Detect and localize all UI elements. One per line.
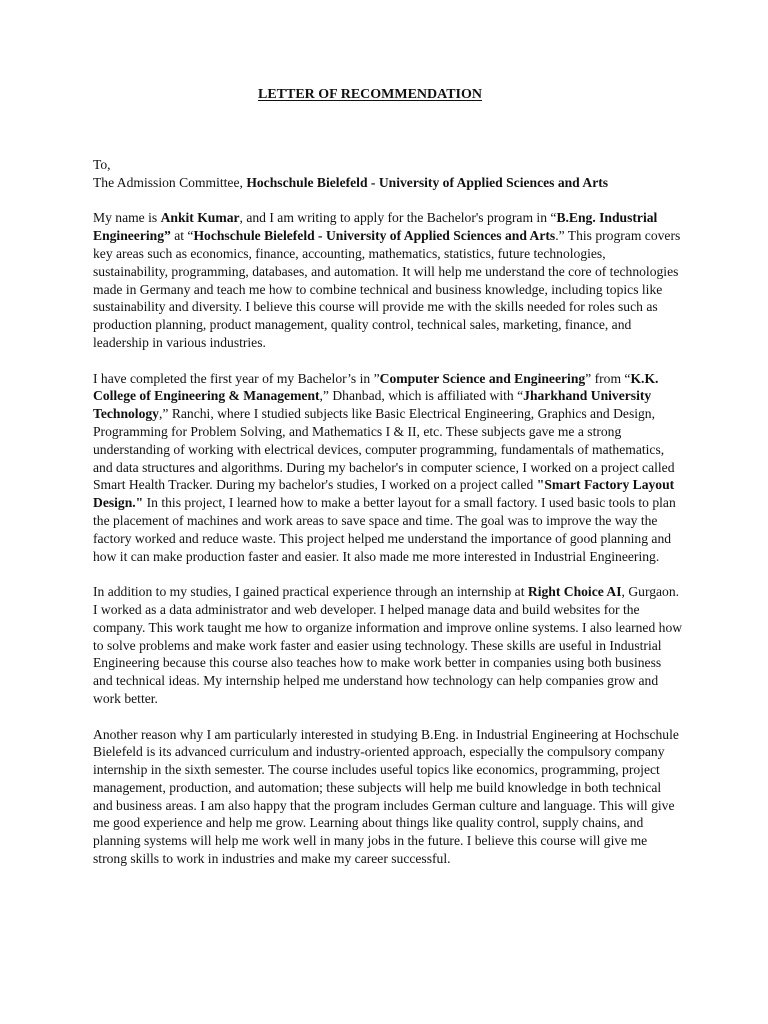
letter-body (93, 156, 683, 886)
affiliation-name: Jharkhand University Technology (93, 388, 652, 422)
text-run: In addition to my studies, I gained practical experience through an internship at (93, 584, 528, 600)
university-name: Hochschule Bielefeld - University of Applied Sciences and Arts (193, 228, 556, 244)
letter-title: LETTER OF RECOMMENDATION (257, 87, 482, 102)
text-run: My name is (93, 210, 161, 226)
text-run: ” from “ (585, 370, 631, 386)
salutation: To, (93, 157, 111, 172)
text-run: , Gurgaon. I worked as a data administrator and web developer. I helped manage data and build websites for the company. This work taught me how to organize information and improve online systems. I also learned how to solve problems and make work faster and easier using technology. These skills are useful in Industrial Engineering because this course also teaches how to make work better in companies using both business and technical ideas. My internship helped me understand how technology can help companies grow and work better. (93, 584, 683, 706)
text-run: at “ (170, 228, 194, 244)
paragraph-motivation: Another reason why I am particularly interested in studying B.Eng. in Industrial Engineering at Hochschule Bielefeld is its advanced curriculum and industry-oriented approach, especially the compulsory company internship in the sixth semester. The course includes useful topics like economics, programming, project management, production, and automation; these subjects will help me build knowledge in both technical and business areas. I am also happy that the program includes German culture and language. This will give me good experience and help me grow. Learning about things like quality control, supply chains, and planning systems will help me work well in many jobs in the future. I believe this course will give me strong skills to work in industries and make my career successful. (93, 726, 679, 867)
project-name: "Smart Factory Layout Design." (93, 477, 675, 511)
text-run: ,” Dhanbad, which is affiliated with “ (319, 388, 524, 404)
paragraph-internship (93, 583, 683, 708)
paragraph-education (93, 370, 683, 566)
text-run: I have completed the first year of my Bachelor’s in ” (93, 370, 380, 386)
text-run: , and I am writing to apply for the Bachelor's program in “ (239, 210, 557, 226)
degree-name: Computer Science and Engineering (379, 370, 586, 386)
recipient-prefix: The Admission Committee, (93, 174, 247, 190)
recipient-institution: Hochschule Bielefeld - University of Applied Sciences and Arts (246, 174, 609, 190)
paragraph-intro (93, 209, 683, 351)
company-name: Right Choice AI (527, 584, 622, 600)
text-run: .” This program covers key areas such as economics, finance, accounting, mathematics, statistics, future technologies, sustainability, programming, databases, and automation. It will help me understand the core of technologies made in Germany and teach me how to combine technical and business knowledge, including topics like sustainability and diversity. I believe this course will provide me with the skills needed for roles such as production planning, product management, quality control, technical sales, marketing, finance, and leadership in various industries. (93, 228, 681, 350)
program-name: B.Eng. Industrial Engineering” (93, 210, 658, 244)
text-run: In this project, I learned how to make a better layout for a small factory. I used basic tools to plan the placement of machines and work areas to save space and time. The goal was to improve the way the factory worked and reduce waste. This project helped me understand the importance of good planning and how it can make production faster and easier. It also made me more interested in Industrial Engineering. (93, 495, 676, 564)
college-name: K.K. College of Engineering & Management (93, 370, 659, 404)
recipient-line (93, 174, 683, 192)
applicant-name: Ankit Kumar (160, 210, 240, 226)
text-run: ,” Ranchi, where I studied subjects like Basic Electrical Engineering, Graphics and Design, Programming for Problem Solving, and Mathematics I & II, etc. These subjects gave me a strong understanding of working with electrical devices, computer programming, fundamentals of mathematics, and data structures and algorithms. During my bachelor's in computer science, I worked on a project called Smart Health Tracker. During my bachelor's studies, I worked on a project called (93, 406, 675, 493)
